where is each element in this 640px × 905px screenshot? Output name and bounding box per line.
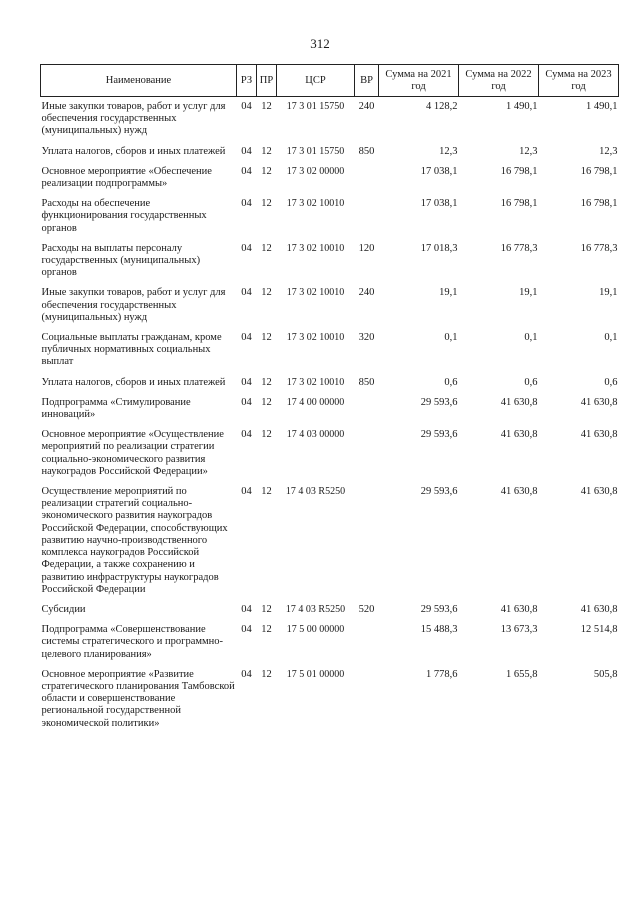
row-sum-2023: 16 798,1	[580, 165, 618, 177]
row-sum-2022: 1 490,1	[506, 101, 538, 112]
row-pr: 12	[261, 624, 272, 636]
row-pr: 12	[261, 376, 272, 388]
row-vr	[355, 665, 379, 734]
header-name: Наименование	[41, 65, 237, 97]
row-vr: 240	[358, 101, 375, 112]
row-pr: 12	[261, 165, 272, 177]
row-rz: 04	[241, 198, 252, 210]
row-sum-2023: 0,1	[604, 332, 618, 344]
row-sum-2021: 17 038,1	[420, 198, 458, 210]
row-csr: 17 3 02 10010	[286, 287, 345, 299]
row-csr: 17 4 03 R5250	[285, 486, 346, 498]
header-pr: ПР	[257, 65, 277, 97]
table-row	[41, 600, 619, 620]
row-name: Расходы на выплаты персоналу государственных (муниципальных) органов	[41, 242, 201, 279]
table-row	[41, 393, 619, 425]
row-vr	[355, 162, 379, 194]
row-csr: 17 3 02 10010	[286, 198, 345, 210]
row-csr: 17 3 02 10010	[286, 332, 345, 344]
row-rz: 04	[241, 486, 252, 498]
row-pr: 12	[261, 145, 272, 157]
row-vr	[355, 482, 379, 600]
header-rz: РЗ	[237, 65, 257, 97]
row-sum-2022: 1 655,8	[506, 668, 538, 680]
row-vr: 240	[358, 287, 375, 299]
row-pr: 12	[261, 429, 272, 441]
row-name: Расходы на обеспечение функционирования государственных органов	[41, 198, 207, 234]
row-sum-2023: 12,3	[599, 145, 618, 157]
row-name: Иные закупки товаров, работ и услуг для обеспечения государственных (муниципальных) нужд	[41, 101, 226, 137]
row-sum-2021: 17 018,3	[420, 242, 458, 254]
row-pr: 12	[261, 668, 272, 680]
row-sum-2023: 505,8	[593, 668, 618, 680]
row-vr	[355, 393, 379, 425]
row-csr: 17 5 00 00000	[286, 624, 345, 636]
row-vr: 120	[358, 242, 375, 254]
row-sum-2021: 19,1	[439, 287, 458, 299]
row-csr: 17 5 01 00000	[286, 668, 345, 680]
row-sum-2021: 12,3	[439, 145, 458, 157]
row-pr: 12	[261, 486, 272, 498]
table-row	[41, 162, 619, 194]
table-row	[41, 620, 619, 665]
table-row	[41, 239, 619, 284]
row-vr: 850	[358, 376, 375, 388]
row-name: Осуществление мероприятий по реализации стратегий социально-экономического развития наукоградов Российской Федерации, способствующих развитию научно-производственного комплекса наукоградов Российской Федерации, а также сохранению и развитию инфраструктуры наукоградов Российской Федерации	[41, 486, 228, 595]
row-sum-2023: 41 630,8	[580, 429, 618, 441]
row-sum-2022: 0,1	[524, 332, 538, 344]
row-sum-2021: 29 593,6	[420, 486, 458, 498]
table-row	[41, 97, 619, 142]
row-name: Основное мероприятие «Осуществление мероприятий по реализации стратегии социально-экономического развития наукоградов Российской Федерации»	[41, 429, 224, 477]
row-csr: 17 3 02 00000	[286, 165, 345, 177]
row-csr: 17 3 01 15750	[286, 145, 345, 157]
row-vr	[355, 425, 379, 482]
row-sum-2023: 0,6	[604, 376, 618, 388]
table-row	[41, 373, 619, 393]
row-sum-2022: 16 778,3	[500, 242, 538, 254]
budget-table	[40, 64, 619, 734]
row-sum-2021: 15 488,3	[420, 624, 458, 636]
table-row	[41, 283, 619, 328]
row-sum-2022: 41 630,8	[500, 603, 538, 615]
row-vr: 320	[358, 332, 375, 344]
row-name: Основное мероприятие «Развитие стратегического планирования Тамбовской области и совершенствование региональной государственной экономической политики»	[41, 668, 235, 729]
row-rz: 04	[241, 145, 252, 157]
row-rz: 04	[241, 332, 252, 344]
row-name: Подпрограмма «Совершенствование системы стратегического и программно-целевого планирования»	[41, 624, 224, 660]
row-sum-2021: 29 593,6	[420, 603, 458, 615]
row-csr: 17 3 02 10010	[286, 242, 345, 254]
row-rz: 04	[241, 396, 252, 408]
row-pr: 12	[261, 242, 272, 254]
row-sum-2022: 41 630,8	[500, 486, 538, 498]
row-sum-2023: 1 490,1	[586, 101, 618, 112]
row-name: Уплата налогов, сборов и иных платежей	[41, 145, 226, 157]
row-sum-2023: 16 778,3	[580, 242, 618, 254]
header-csr: ЦСР	[277, 65, 355, 97]
row-pr: 12	[261, 332, 272, 344]
row-pr: 12	[261, 198, 272, 210]
table-row	[41, 425, 619, 482]
row-rz: 04	[241, 242, 252, 254]
header-vr: ВР	[355, 65, 379, 97]
row-rz: 04	[241, 603, 252, 615]
row-rz: 04	[241, 376, 252, 388]
row-name: Основное мероприятие «Обеспечение реализации подпрограммы»	[41, 165, 212, 190]
row-sum-2021: 1 778,6	[426, 668, 458, 680]
table-row	[41, 482, 619, 600]
row-sum-2022: 12,3	[519, 145, 538, 157]
row-csr: 17 3 02 10010	[286, 376, 345, 388]
row-name: Субсидии	[41, 603, 86, 615]
row-sum-2022: 16 798,1	[500, 198, 538, 210]
row-sum-2022: 13 673,3	[500, 624, 538, 636]
header-sum-2023: Сумма на 2023 год	[539, 65, 619, 97]
row-sum-2022: 0,6	[524, 376, 538, 388]
row-sum-2022: 41 630,8	[500, 429, 538, 441]
table-row	[41, 665, 619, 734]
row-pr: 12	[261, 287, 272, 299]
row-vr: 520	[358, 603, 375, 615]
row-sum-2021: 17 038,1	[420, 165, 458, 177]
row-sum-2022: 41 630,8	[500, 396, 538, 408]
row-sum-2023: 12 514,8	[580, 624, 618, 636]
table-header	[41, 65, 619, 97]
row-pr: 12	[261, 101, 272, 112]
row-sum-2022: 19,1	[519, 287, 538, 299]
header-sum-2021: Сумма на 2021 год	[379, 65, 459, 97]
row-sum-2023: 41 630,8	[580, 486, 618, 498]
row-vr	[355, 194, 379, 239]
table-row	[41, 142, 619, 162]
row-rz: 04	[241, 101, 252, 112]
row-name: Уплата налогов, сборов и иных платежей	[41, 376, 226, 388]
row-vr: 850	[358, 145, 375, 157]
row-rz: 04	[241, 165, 252, 177]
row-name: Иные закупки товаров, работ и услуг для обеспечения государственных (муниципальных) нужд	[41, 287, 226, 323]
row-sum-2023: 16 798,1	[580, 198, 618, 210]
row-sum-2021: 0,6	[444, 376, 458, 388]
header-sum-2022: Сумма на 2022 год	[459, 65, 539, 97]
row-sum-2021: 29 593,6	[420, 396, 458, 408]
row-sum-2023: 41 630,8	[580, 396, 618, 408]
row-csr: 17 4 00 00000	[286, 396, 345, 408]
row-sum-2023: 41 630,8	[580, 603, 618, 615]
row-name: Подпрограмма «Стимулирование инноваций»	[41, 396, 191, 421]
page-number: 312	[310, 36, 330, 51]
row-vr	[355, 620, 379, 665]
row-rz: 04	[241, 429, 252, 441]
row-sum-2021: 0,1	[444, 332, 458, 344]
row-sum-2021: 4 128,2	[426, 101, 458, 112]
row-sum-2023: 19,1	[599, 287, 618, 299]
row-name: Социальные выплаты гражданам, кроме публичных нормативных социальных выплат	[41, 332, 222, 368]
table-body	[41, 97, 619, 734]
table-row	[41, 328, 619, 373]
row-csr: 17 3 01 15750	[286, 101, 345, 112]
row-csr: 17 4 03 R5250	[285, 603, 346, 615]
row-pr: 12	[261, 396, 272, 408]
row-pr: 12	[261, 603, 272, 615]
row-sum-2022: 16 798,1	[500, 165, 538, 177]
row-rz: 04	[241, 287, 252, 299]
row-rz: 04	[241, 624, 252, 636]
row-rz: 04	[241, 668, 252, 680]
table-row	[41, 194, 619, 239]
row-csr: 17 4 03 00000	[286, 429, 345, 441]
row-sum-2021: 29 593,6	[420, 429, 458, 441]
